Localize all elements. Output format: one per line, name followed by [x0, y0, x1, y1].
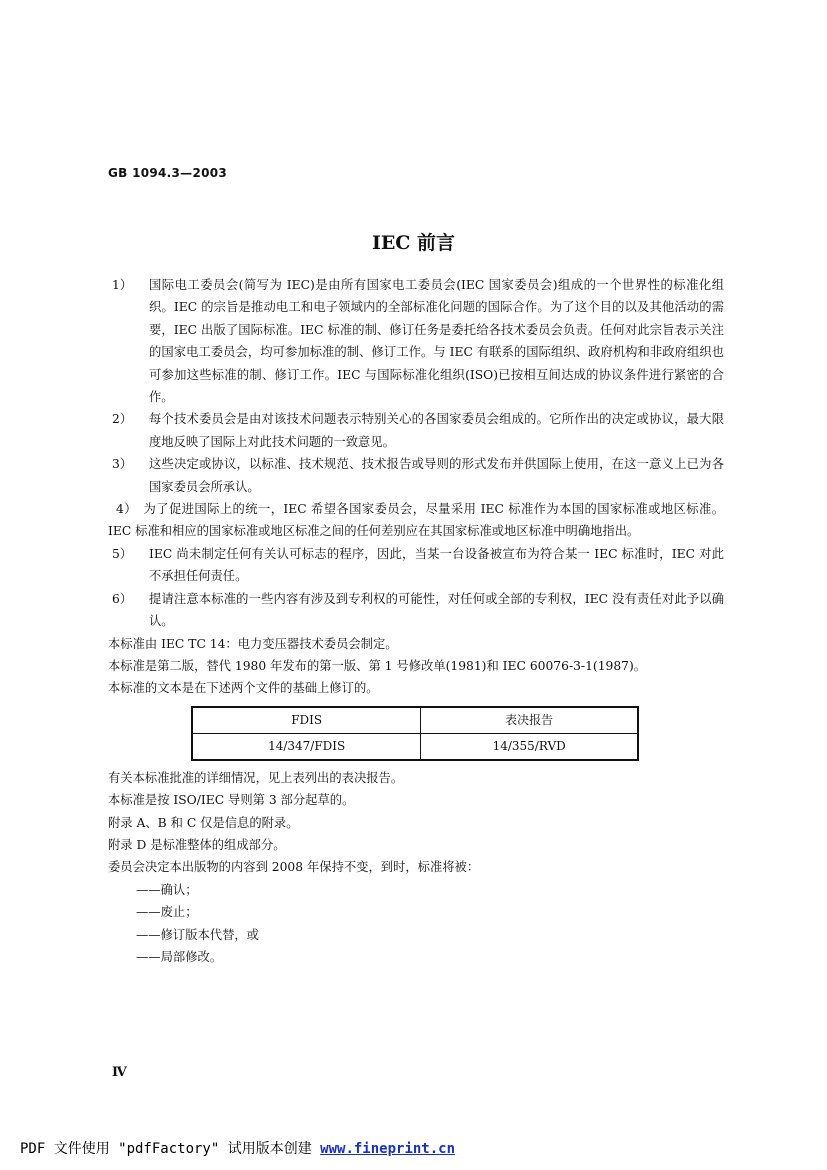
paragraph: 附录 A、B 和 C 仅是信息的附录。 [108, 815, 299, 830]
list-item [108, 543, 724, 588]
standard-number: GB 1094.3—2003 [108, 166, 228, 180]
paragraph: 本标准的文本是在下述两个文件的基础上修订的。 [108, 681, 379, 696]
list-item [108, 408, 724, 453]
paragraph: 有关本标准批准的详细情况，见上表列出的表决报告。 [108, 770, 404, 785]
item-number: 1） [112, 278, 133, 292]
table-header-vote-report: 表决报告 [421, 707, 638, 734]
list-item [108, 588, 724, 633]
item-text: IEC 尚未制定任何有关认可标志的程序，因此，当某一台设备被宣布为符合某一 IEC 标准时，IEC 对此不承担任何责任。 [149, 546, 724, 584]
page-title: IEC 前言 [371, 232, 456, 254]
item-number: 6） [112, 591, 133, 606]
item-text: 这些决定或协议，以标准、技术规范、技术报告或导则的形式发布并供国际上使用，在这一意义上已为各国家委员会所承认。 [149, 457, 724, 494]
list-item-4: 4） 为了促进国际上的统一，IEC 希望各国家委员会，尽量采用 IEC 标准作为本国的国家标准或地区标准。IEC 标准和相应的国家标准或地区标准之间的任何差别应在其国家标准或地区标准中明确地指出。 [108, 502, 724, 539]
dash-list-item: ——废止； [136, 905, 198, 920]
foreword-body [108, 274, 724, 968]
footer-link[interactable]: www.fineprint.cn [320, 1141, 456, 1157]
list-item [108, 453, 724, 498]
paragraph: 本标准是按 ISO/IEC 导则第 3 部分起草的。 [108, 793, 355, 808]
dash-list-item: ——修订版本代替，或 [136, 927, 259, 942]
item-text: 国际电工委员会(简写为 IEC)是由所有国家电工委员会(IEC 国家委员会)组成的一个世界性的标准化组织。IEC 的宗旨是推动电工和电子领域内的全部标准化问题的国际合作。为了这个目的以及其他活动的需要，IEC 出版了国际标准。IEC 标准的制、修订任务是委托给各技术委员会负责。任何对此宗旨表示关注的国家电工委员会，均可参加标准的制、修订工作。与 IEC 有联系的国际组织、政府机构和非政府组织也可参加这些标准的制、修订工作。IEC 与国际标准化组织(ISO)已按相互间达成的协议条件进行紧密的合作。 [149, 278, 724, 405]
paragraph: 委员会决定本出版物的内容到 2008 年保持不变，到时，标准将被： [108, 860, 480, 875]
item-text: 提请注意本标准的一些内容有涉及到专利权的可能性，对任何或全部的专利权，IEC 没有责任对此予以确认。 [149, 591, 724, 629]
document-table [191, 706, 639, 761]
table-header-fdis: FDIS [192, 707, 421, 734]
dash-list-item: ——局部修改。 [136, 949, 223, 964]
paragraph: 本标准是第二版，替代 1980 年发布的第一版、第 1 号修改单(1981)和 IEC 60076-3-1(1987)。 [108, 658, 647, 673]
table-cell: 14/355/RVD [421, 733, 638, 760]
footer-text: PDF 文件使用 "pdfFactory" 试用版本创建 [20, 1141, 321, 1157]
dash-list-item: ——确认； [136, 882, 198, 897]
item-number: 3） [112, 457, 133, 472]
pdf-footer [20, 1138, 455, 1158]
item-number: 2） [112, 412, 133, 427]
paragraph: 附录 D 是标准整体的组成部分。 [108, 837, 286, 852]
table-row [192, 733, 638, 760]
item-number: 5） [112, 546, 133, 561]
page-number: Ⅳ [112, 1065, 127, 1080]
list-item [108, 274, 724, 408]
paragraph: 本标准由 IEC TC 14：电力变压器技术委员会制定。 [108, 636, 398, 651]
table-cell: 14/347/FDIS [192, 733, 421, 760]
item-text: 每个技术委员会是由对该技术问题表示特别关心的各国家委员会组成的。它所作出的决定或协议，最大限度地反映了国际上对此技术问题的一致意见。 [149, 412, 724, 449]
